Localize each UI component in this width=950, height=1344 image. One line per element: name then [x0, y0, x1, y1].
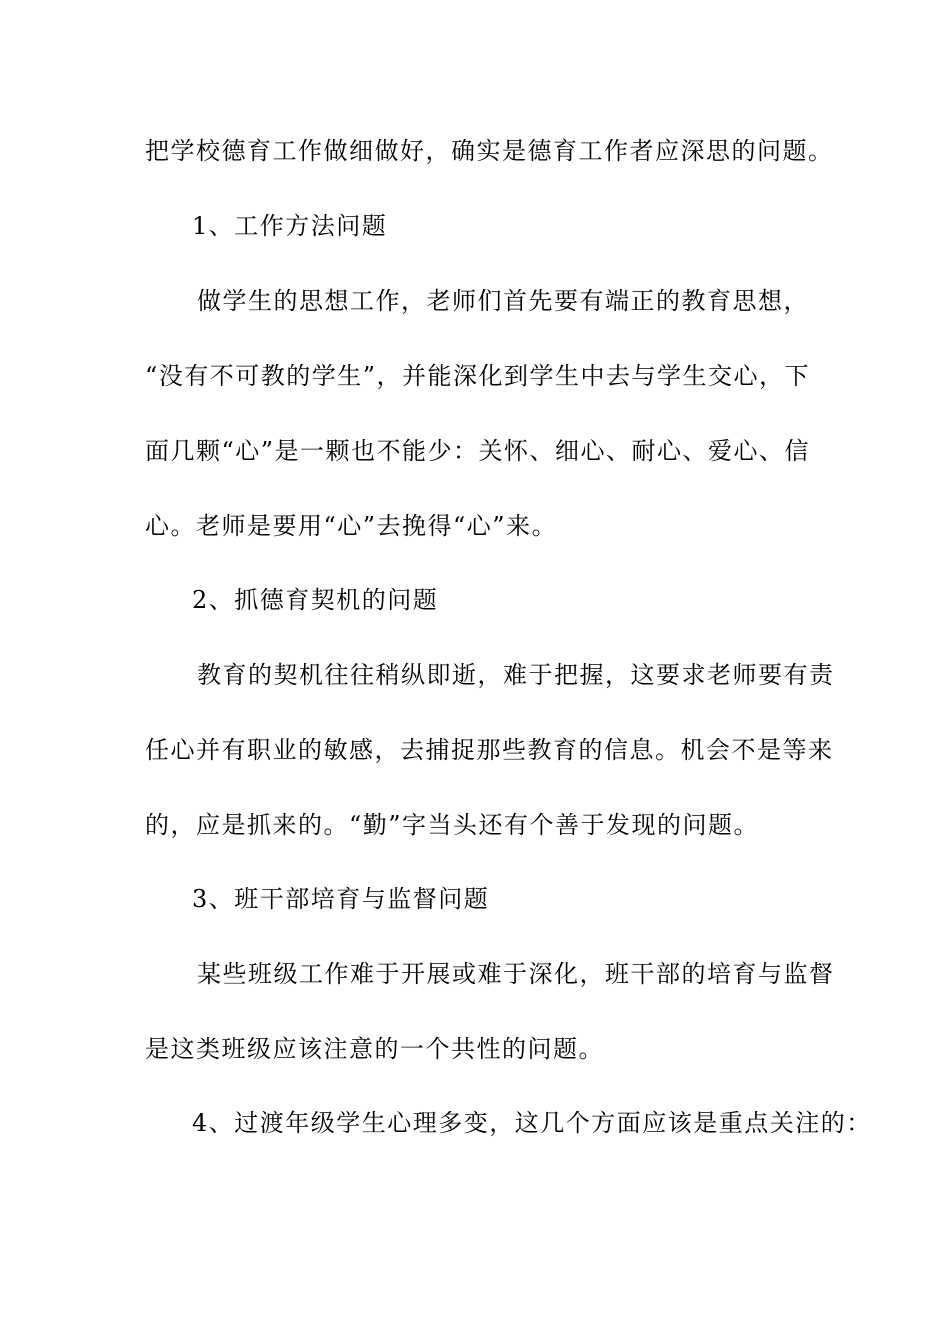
paragraph-intro-line: 把学校德育工作做细做好，确实是德育工作者应深思的问题。 [145, 137, 834, 165]
section-heading-moral-opportunity: 2、抓德育契机的问题 [192, 586, 439, 614]
paragraph-work-method-line-1: 做学生的思想工作，老师们首先要有端正的教育思想， [197, 287, 809, 315]
paragraph-opportunity-line-3: 的，应是抓来的。“勤”字当头还有个善于发现的问题。 [145, 811, 760, 839]
paragraph-cadre-line-1: 某些班级工作难于开展或难于深化，班干部的培育与监督 [197, 960, 835, 988]
section-heading-transition-grade: 4、过渡年级学生心理多变，这几个方面应该是重点关注的： [192, 1109, 872, 1137]
paragraph-work-method-line-2: “没有不可教的学生”，并能深化到学生中去与学生交心，下 [145, 362, 811, 390]
paragraph-cadre-line-2: 是这类班级应该注意的一个共性的问题。 [145, 1035, 604, 1063]
paragraph-work-method-line-3: 面几颗“心”是一颗也不能少：关怀、细心、耐心、爱心、信 [145, 437, 811, 465]
paragraph-opportunity-line-1: 教育的契机往往稍纵即逝，难于把握，这要求老师要有责 [197, 661, 835, 689]
paragraph-work-method-line-4: 心。老师是要用“心”去挽得“心”来。 [145, 512, 558, 540]
section-heading-class-cadre: 3、班干部培育与监督问题 [192, 885, 490, 913]
paragraph-opportunity-line-2: 任心并有职业的敏感，去捕捉那些教育的信息。机会不是等来 [145, 736, 834, 764]
section-heading-work-method: 1、工作方法问题 [192, 212, 388, 240]
